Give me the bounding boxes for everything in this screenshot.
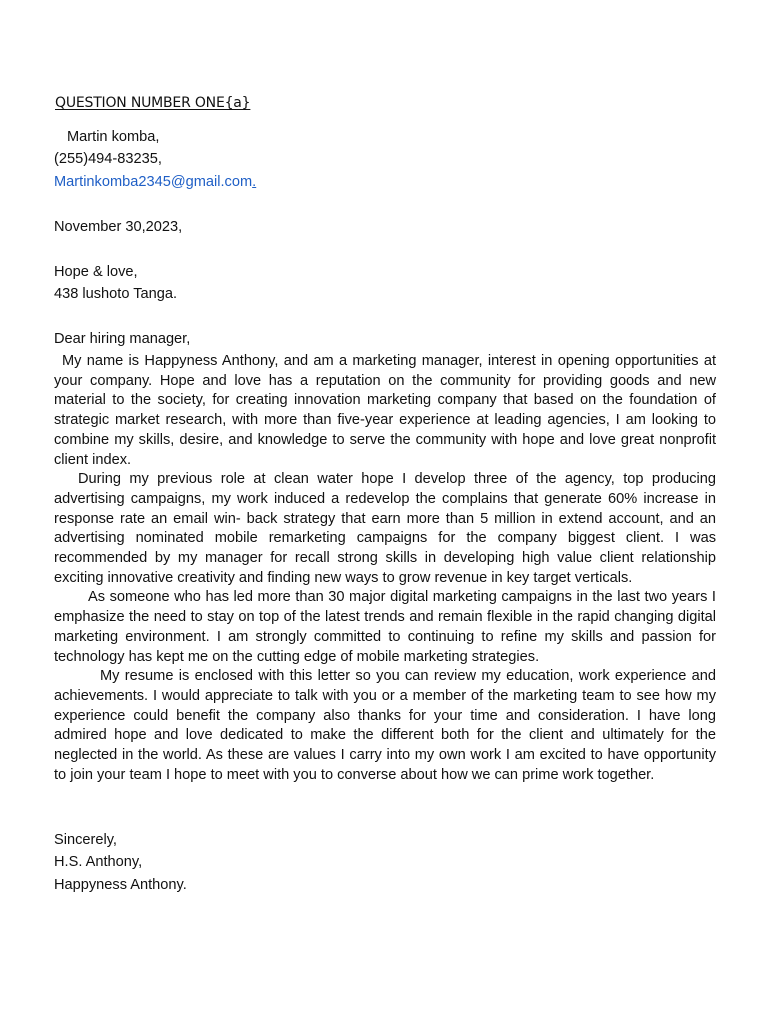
body-paragraph: My resume is enclosed with this letter so you can review my education, work experience and achievements. I would appreciate to talk with you or a member of the marketing team to see how my experience could benefit the company also thanks for your time and consideration. I have long admired hope and love dedicated to make the different both for the client and ultimately for the neglected in the world. As these are values I carry into my own work I am excited to have opportunity to join your team I hope to meet with you to converse about how we can prime work together. bbox=[54, 668, 716, 783]
sender-email-trailing: . bbox=[252, 173, 257, 190]
signature-name: Happyness Anthony. bbox=[54, 876, 187, 893]
sender-email-line bbox=[54, 171, 714, 193]
question-heading: QUESTION NUMBER ONE{a} bbox=[55, 95, 251, 111]
recipient-name: Hope & love, bbox=[54, 264, 138, 280]
letter-date: November 30,2023, bbox=[54, 219, 183, 235]
body-paragraph: As someone who has led more than 30 major digital marketing campaigns in the last two years I emphasize the need to stay on top of the latest trends and remain flexible in the rapid changing digital marketing environment. I am strongly committed to continuing to refine my skills and passion for technology has kept me on the cutting edge of mobile marketing strategies. bbox=[54, 589, 716, 665]
closing-block bbox=[54, 829, 714, 896]
closing: Sincerely, bbox=[54, 832, 117, 848]
sender-name: Martin komba, bbox=[67, 129, 160, 145]
salutation-block bbox=[54, 328, 714, 350]
recipient-address: 438 lushoto Tanga. bbox=[54, 286, 178, 303]
sender-phone: (255)494-83235, bbox=[54, 151, 162, 168]
sender-block bbox=[54, 126, 714, 193]
letter-body bbox=[54, 352, 716, 785]
body-paragraph: My name is Happyness Anthony, and am a marketing manager, interest in opening opportunities at your company. Hope and love has a reputation on the community for providing goods and new material to the society, for creating innovation marketing company that based on the foundation of strategic market research, with more than five-year experience at leading agencies, I am looking to combine my skills, desire, and knowledge to serve the community with hope and love great nonprofit client index. bbox=[54, 353, 716, 468]
salutation: Dear hiring manager, bbox=[54, 331, 191, 347]
date-block bbox=[54, 216, 714, 238]
body-paragraph: During my previous role at clean water hope I develop three of the agency, top producing advertising campaigns, my work induced a redevelop the complains that generate 60% increase in response rate an email win- back strategy that earn more than 5 million in extend account, and an advertising nominated mobile remarketing campaigns for the company biggest client. I was recommended by my manager for recall strong skills in developing high value client relationship exciting innovative creativity and finding new ways to grow revenue in key target verticals. bbox=[54, 471, 716, 586]
sender-email-link[interactable]: Martinkomba2345@gmail.com bbox=[54, 173, 253, 190]
signature-initials: H.S. Anthony, bbox=[54, 854, 143, 871]
recipient-block bbox=[54, 261, 714, 306]
